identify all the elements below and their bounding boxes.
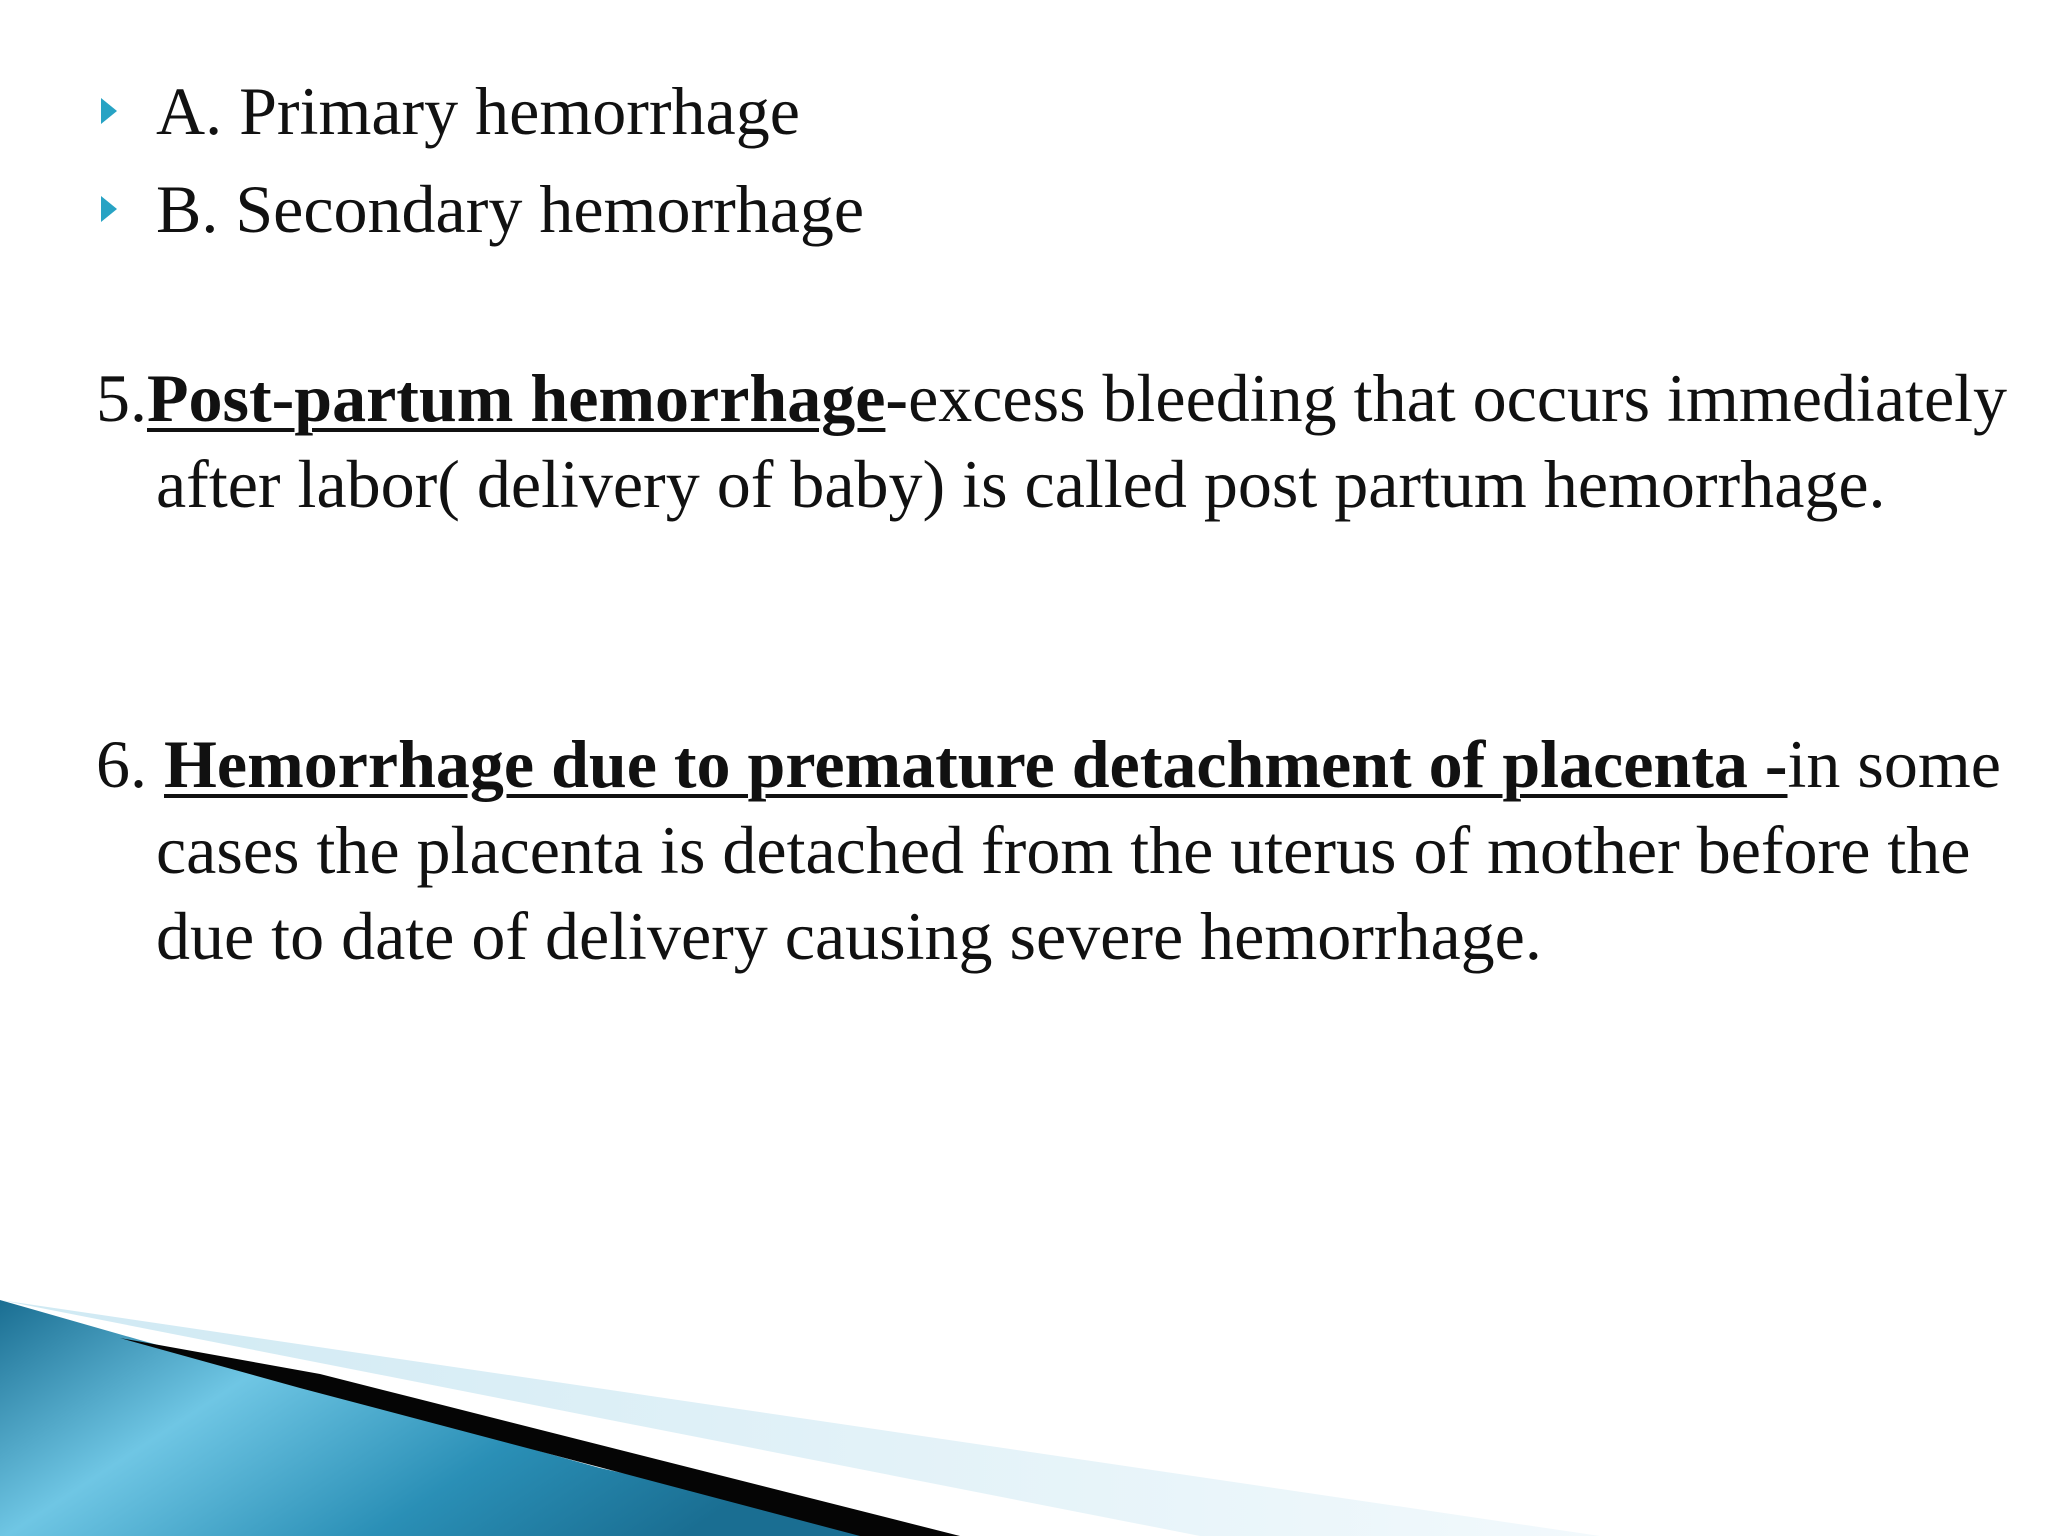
triangle-bullet-icon (101, 98, 117, 124)
decorative-wave-graphic (0, 1288, 2048, 1536)
paragraph-number: 6. (96, 726, 164, 802)
paragraph-term: Post-partum hemorrhage (147, 360, 886, 436)
bullet-label: A. Primary hemorrhage (156, 73, 800, 149)
bullet-label: B. Secondary hemorrhage (156, 171, 865, 247)
paragraph-post-partum-hemorrhage (96, 355, 2036, 527)
paragraph-term: Hemorrhage due to premature detachment of placenta - (164, 726, 1788, 802)
triangle-bullet-icon (101, 196, 117, 222)
term-dash: - (885, 360, 909, 436)
paragraph-text: excess bleeding that occurs immediately after labor( delivery of baby) is called post partum hemorrhage. (156, 360, 2008, 522)
bullet-list (96, 62, 864, 258)
paragraph-number: 5. (96, 360, 147, 436)
paragraph-premature-detachment (96, 721, 2036, 979)
bullet-item-primary (96, 62, 864, 160)
paragraph-text: in some cases the placenta is detached from the uterus of mother before the due to date of delivery causing severe hemorrhage. (156, 726, 2001, 974)
bullet-item-secondary (96, 160, 864, 258)
